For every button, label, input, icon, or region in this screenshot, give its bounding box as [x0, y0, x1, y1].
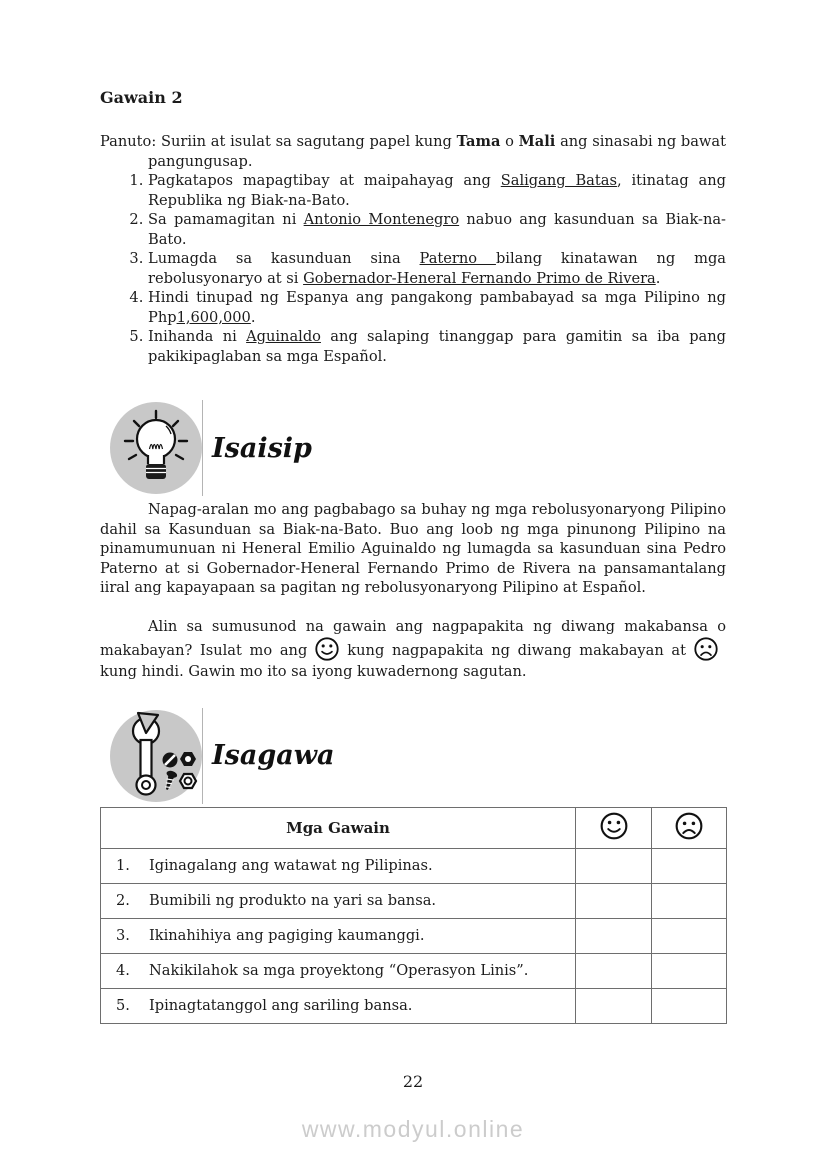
answer-cell-sad — [652, 848, 727, 883]
frowny-face-icon — [674, 811, 704, 841]
row-number: 2. — [116, 892, 130, 909]
isaisip-section-header — [100, 400, 726, 496]
answer-cell-sad — [652, 988, 727, 1023]
item-underlined-text: 1,600,000 — [176, 308, 251, 326]
tasks-table — [100, 807, 727, 1024]
item-underlined-text: Gobernador-Heneral Fernando Primo de Rivera — [303, 269, 656, 287]
table-row — [101, 883, 727, 918]
instructions-lead: Panuto: Suriin at isulat sa sagutang papel kung — [100, 133, 457, 150]
list-item — [148, 288, 726, 327]
lightbulb-icon — [110, 402, 202, 494]
answer-cell-happy — [576, 848, 652, 883]
item-underlined-text: Aguinaldo — [246, 328, 321, 345]
item-underlined-text: Saligang Batas — [500, 172, 617, 189]
wrench-and-bolts-icon — [110, 710, 202, 802]
answer-cell-sad — [652, 953, 727, 988]
isaisip-paragraph: Napag-aralan mo ang pagbabago sa buhay ng mga rebolusyonaryong Pilipino dahil sa Kasunduan sa Biak-na-Bato. Buo ang loob ng mga pinunong Pilipino na pinamumunuan ni Heneral Emilio Aguinaldo ng lumagda sa kasunduan sina Pedro Paterno at si Gobernador-Heneral Fernando Primo de Rivera na pansamantalang iiral ang kapayapaan sa pagitan ng rebolusyonaryong Pilipino at Español. — [100, 501, 726, 596]
table-row — [101, 848, 727, 883]
list-item — [148, 327, 726, 366]
item-text: Sa pamamagitan ni — [148, 211, 304, 228]
activity-title: Gawain 2 — [100, 88, 183, 107]
answer-cell-happy — [576, 988, 652, 1023]
isaisip-heading: Isaisip — [212, 432, 312, 464]
row-number: 4. — [116, 962, 130, 979]
answer-cell-happy — [576, 953, 652, 988]
question-paragraph — [100, 617, 726, 682]
isagawa-section-header — [100, 708, 726, 804]
answer-cell-happy — [576, 918, 652, 953]
smiley-face-icon — [314, 636, 340, 662]
item-text: . — [250, 308, 256, 326]
item-text: bilang kinatawan ng mga rebolusyonaryo at si — [148, 250, 726, 287]
table-row — [101, 918, 727, 953]
page-number: 22 — [402, 1072, 424, 1091]
table-header-sad — [652, 807, 727, 848]
table-header-gawain: Mga Gawain — [101, 807, 576, 848]
list-item — [148, 210, 726, 249]
frowny-face-icon — [693, 636, 719, 662]
answer-cell-happy — [576, 883, 652, 918]
section-divider-line — [202, 400, 203, 496]
row-text: Ikinahihiya ang pagiging kaumanggi. — [149, 927, 425, 944]
table-row — [101, 953, 727, 988]
section-divider-line — [202, 708, 203, 804]
row-text: Iginagalang ang watawat ng Pilipinas. — [149, 857, 433, 874]
item-text: Lumagda sa kasunduan sina — [148, 250, 420, 267]
list-item — [148, 171, 726, 210]
item-underlined-text: Antonio Montenegro — [303, 211, 460, 228]
instructions-o: o — [500, 133, 519, 150]
row-number: 1. — [116, 857, 130, 874]
row-text: Ipinagtatanggol ang sariling bansa. — [149, 997, 413, 1014]
row-number: 3. — [116, 927, 130, 944]
smiley-face-icon — [599, 811, 629, 841]
question-part3: kung hindi. Gawin mo ito sa iyong kuwadernong sagutan. — [100, 663, 527, 680]
item-text: , itinatag ang Republika ng Biak-na-Bato. — [148, 172, 726, 209]
numbered-statements-list — [100, 171, 726, 366]
item-text: Inihanda ni — [148, 328, 247, 345]
instructions-paragraph — [100, 132, 726, 171]
row-number: 5. — [116, 997, 130, 1014]
page-content — [100, 88, 726, 1024]
item-text: Pagkatapos mapagtibay at maipahayag ang — [148, 172, 501, 189]
table-row — [101, 988, 727, 1023]
item-text: Hindi tinupad ng Espanya ang pangakong pambabayad sa mga Pilipino ng Php — [148, 289, 726, 326]
watermark: www.modyul.online — [301, 1116, 525, 1142]
item-text: ang salaping tinanggap para gamitin sa iba pang pakikipaglaban sa mga Español. — [148, 328, 726, 365]
row-text: Nakikilahok sa mga proyektong “Operasyon Linis”. — [149, 962, 529, 979]
instructions-mali: Mali — [518, 133, 556, 150]
answer-cell-sad — [652, 918, 727, 953]
instructions-tama: Tama — [456, 133, 501, 150]
table-header-happy — [576, 807, 652, 848]
answer-cell-sad — [652, 883, 727, 918]
row-text: Bumibili ng produkto na yari sa bansa. — [149, 892, 437, 909]
item-text: nabuo ang kasunduan sa Biak-na-Bato. — [148, 211, 726, 248]
question-part2: kung nagpapakita ng diwang makabayan at — [347, 642, 687, 659]
item-text: . — [655, 269, 661, 287]
list-item — [148, 249, 726, 288]
item-underlined-text: Paterno — [419, 250, 496, 267]
isagawa-heading: Isagawa — [212, 740, 335, 771]
instructions-tail: ang sinasabi ng bawat pangungusap. — [148, 133, 726, 170]
question-part1: Alin sa sumusunod na gawain ang nagpapakita ng diwang makabansa o makabayan? Isulat mo ang — [100, 617, 726, 659]
table-header-row — [101, 807, 727, 848]
